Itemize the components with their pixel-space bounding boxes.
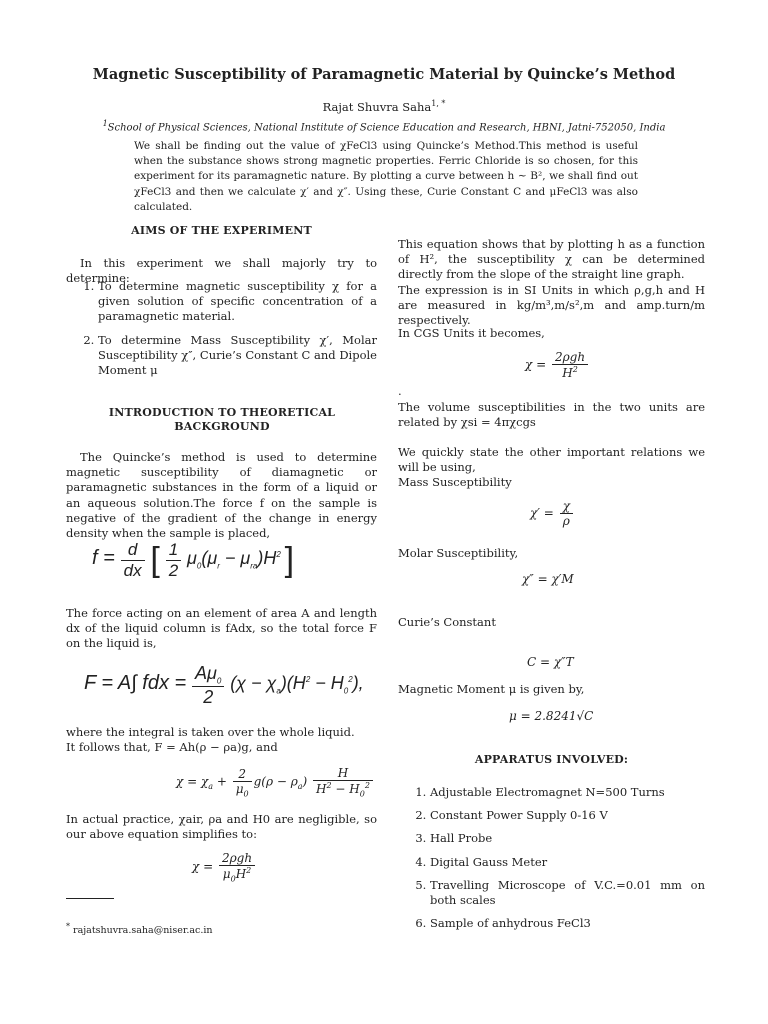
section-heading-apparatus: APPARATUS INVOLVED:	[474, 753, 629, 766]
intro-paragraph-1: The Quincke’s method is used to determine magnetic susceptibility of diamagnetic or paramagnetic substances in the form of a liquid or an aqueous solution.The force f on the sample is negative of the gradient of the change in energy density when the sample is placed,	[66, 450, 377, 541]
section-heading-intro: INTRODUCTION TO THEORETICAL BACKGROUND	[108, 406, 336, 433]
footnote-mark: *	[66, 922, 70, 931]
apparatus-item: 6. Sample of anhydrous FeCl3	[430, 916, 705, 931]
magnetic-moment-label: Magnetic Moment μ is given by,	[398, 682, 585, 696]
apparatus-item: 3. Hall Probe	[430, 831, 705, 846]
mass-susceptibility-label: Mass Susceptibility	[398, 475, 512, 489]
chi-cgs-equation: χ = $\frac{\text{2ρgh}}{H^2}$	[525, 350, 590, 380]
section-heading-aims: AIMS OF THE EXPERIMENT	[131, 224, 312, 237]
apparatus-item: 4. Digital Gauss Meter	[430, 855, 705, 870]
right-paragraph-4: The volume susceptibilities in the two units are related by χsi = 4πχcgs	[398, 400, 705, 430]
apparatus-item: 1. Adjustable Electromagnet N=500 Turns	[430, 785, 705, 800]
affiliation-line	[0, 119, 768, 133]
right-paragraph-2: The expression is in SI Units in which ρ,g,h and H are measured in kg/m³,m/s²,m and amp.turn/m respectively.	[398, 283, 705, 328]
author-line	[0, 99, 768, 114]
footnote-email: rajatshuvra.saha@niser.ac.in	[73, 925, 213, 937]
author-name: Rajat Shuvra Saha	[322, 99, 432, 114]
total-force-equation: F = A∫ fdx = $\frac{A\mu_0}{2}$ $(\chi - \chi_a)(H^2 - H_0^2)$,	[84, 663, 364, 707]
equation-end-dot: .	[398, 384, 402, 398]
chi-si-equation: χ = $\frac{\text{2ρgh}}{\mu_0H^2}$	[192, 851, 257, 883]
affiliation-mark: 1	[102, 119, 108, 128]
force-density-equation: f = $\frac{d}{dx}$ [ $\frac{1}{2}$ $\mu_0(\mu_r - \mu_{ra})H^2$ ]	[92, 540, 295, 580]
author-mark: 1, *	[431, 99, 446, 108]
aims-list	[66, 279, 377, 386]
chi-full-equation: $\chi = \chi_a$ + $\frac{2}{\mu_0}$ $g(\rho - \rho_a)$ $\frac{H}{H^2 - H_0^2}$	[176, 766, 375, 798]
apparatus-item: 5. Travelling Microscope of V.C.=0.01 mm on both scales	[430, 878, 705, 908]
paper-title: Magnetic Susceptibility of Paramagnetic Material by Quincke’s Method	[92, 66, 676, 83]
aims-lead: In this experiment we shall majorly try to determine:	[66, 256, 377, 286]
intro-paragraph-2: The force acting on an element of area A and length dx of the liquid column is fAdx, so the total force F on the liquid is,	[66, 606, 377, 651]
right-paragraph-5: We quickly state the other important relations we will be using,	[398, 445, 705, 475]
right-paragraph-1: This equation shows that by plotting h as a function of H², the susceptibility χ can be determined directly from the slope of the straight line graph.	[398, 237, 705, 282]
right-paragraph-3: In CGS Units it becomes,	[398, 326, 545, 340]
curie-constant-equation: C = χ″T	[527, 655, 574, 669]
apparatus-list	[398, 785, 705, 939]
footnote	[66, 922, 213, 936]
apparatus-item: 2. Constant Power Supply 0-16 V	[430, 808, 705, 823]
abstract: We shall be finding out the value of χFeCl3 using Quincke’s Method.This method is useful when the substance shows strong magnetic properties. Ferric Chloride is so chosen, for this experiment for its paramagnetic nature. By plotting a curve between h ∼ B², we shall find out χFeCl3 and then we calculate χ′ and χ″. Using these, Curie Constant C and μFeCl3 was also calculated.	[134, 140, 638, 213]
mass-susceptibility-equation: χ′ = $\frac{\chi}{\rho}$	[530, 499, 575, 528]
intro-paragraph-4: It follows that, F = Ah(ρ − ρa)g, and	[66, 740, 278, 754]
molar-susceptibility-label: Molar Susceptibility,	[398, 546, 519, 560]
aims-item: 1. To determine magnetic susceptibility χ for a given solution of specific concentration of a paramagnetic material.	[98, 279, 377, 325]
intro-paragraph-5: In actual practice, χair, ρa and H0 are negligible, so our above equation simplifies to:	[66, 812, 377, 842]
curie-constant-label: Curie’s Constant	[398, 615, 496, 629]
molar-susceptibility-equation: χ″ = χ′M	[522, 572, 574, 586]
magnetic-moment-equation: μ = 2.8241√C	[509, 709, 594, 723]
affiliation: School of Physical Sciences, National Institute of Science Education and Research, HBNI, Jatni-752050, India	[107, 122, 666, 134]
intro-paragraph-3: where the integral is taken over the whole liquid.	[66, 725, 355, 739]
aims-item: 2. To determine Mass Susceptibility χ′, Molar Susceptibility χ″, Curie’s Constant C and Dipole Moment μ	[98, 333, 377, 379]
footnote-rule	[66, 898, 114, 899]
